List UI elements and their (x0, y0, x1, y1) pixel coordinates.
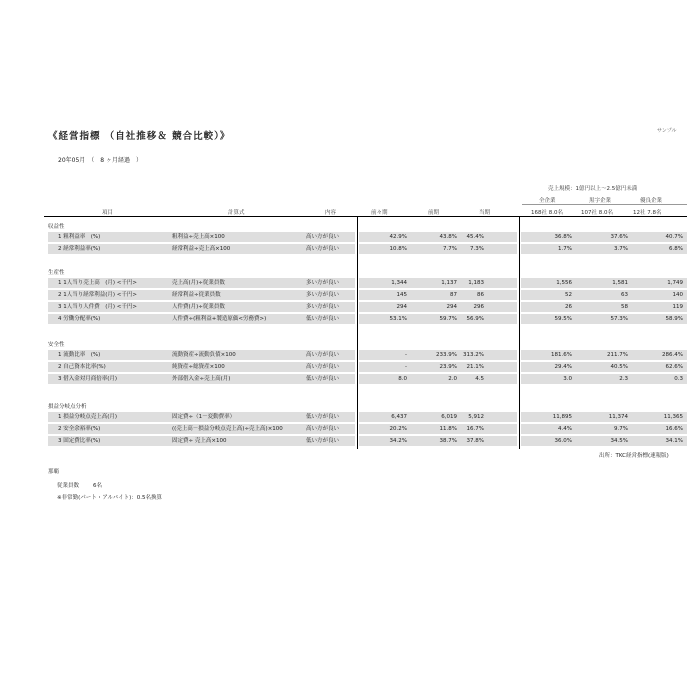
value-cell: 23.9% (439, 364, 457, 370)
header-prev: 前期 (428, 210, 440, 216)
industry-cell: 286.4% (662, 352, 683, 358)
value-cell: 296 (473, 304, 484, 310)
value-cell: 21.1% (466, 364, 484, 370)
value-cell: 16.7% (466, 426, 484, 432)
row-item: 2 自己資本比率(%) (58, 364, 106, 370)
sample-label: サンプル (657, 128, 677, 134)
header-rule (44, 216, 687, 217)
employees-value: 6名 (93, 483, 102, 489)
value-cell: 7.7% (443, 246, 457, 252)
value-cell: 45.4% (466, 234, 484, 240)
row-item: 1 粗利益率 (%) (58, 234, 101, 240)
industry-cell: 52 (565, 292, 572, 298)
row-item: 2 安全余裕率(%) (58, 426, 101, 432)
value-cell: 4.5 (475, 376, 484, 382)
header-formula: 計算式 (228, 210, 245, 216)
industry-cell: 58 (621, 304, 628, 310)
row-content: 多い方が良い (306, 304, 340, 310)
value-cell: 6,019 (441, 414, 457, 420)
industry-divider (522, 204, 687, 205)
section-title: 損益分岐点分析 (48, 404, 87, 410)
value-cell: 7.3% (470, 246, 484, 252)
industry-cell: 140 (672, 292, 683, 298)
value-cell: - (405, 364, 407, 370)
page-title: 《経営指標 （自社推移＆ 競合比較）》 (48, 131, 231, 142)
row-item: 2 1人当り経常利益(月) <千円> (58, 292, 138, 298)
row-item: 3 借入金対月商倍率(月) (58, 376, 118, 382)
row-formula: 人件費÷(粗利益+製造原価<労務費>) (172, 316, 267, 322)
value-cell: 37.8% (466, 438, 484, 444)
industry-cell: 119 (672, 304, 683, 310)
row-content: 高い方が良い (306, 364, 340, 370)
row-content: 高い方が良い (306, 352, 340, 358)
value-cell: 294 (396, 304, 407, 310)
industry-cell: 181.6% (551, 352, 572, 358)
value-cell: 11.8% (439, 426, 457, 432)
row-content: 低い方が良い (306, 376, 340, 382)
row-formula: 経常利益÷従業員数 (172, 292, 221, 298)
header-content: 内容 (325, 210, 337, 216)
value-cell: - (405, 352, 407, 358)
header-item: 項目 (102, 210, 114, 216)
value-cell: 86 (477, 292, 484, 298)
value-cell: 294 (446, 304, 457, 310)
row-item: 1 1人当り売上高 (月) <千円> (58, 280, 138, 286)
row-formula: 流動資産÷流動負債×100 (172, 352, 236, 358)
industry-cell: 211.7% (607, 352, 628, 358)
industry-cell: 1.7% (558, 246, 572, 252)
row-item: 3 1人当り人件費 (月) <千円> (58, 304, 138, 310)
value-cell: 233.9% (436, 352, 457, 358)
row-content: 低い方が良い (306, 438, 340, 444)
value-cell: 313.2% (463, 352, 484, 358)
row-content: 低い方が良い (306, 414, 340, 420)
value-cell: 6,437 (391, 414, 407, 420)
value-cell: 34.2% (389, 438, 407, 444)
industry-cell: 11,365 (663, 414, 683, 420)
industry-count-profit: 107社 8.0名 (581, 210, 613, 216)
value-cell: 10.8% (389, 246, 407, 252)
header-current: 当期 (479, 210, 491, 216)
section-title: 安全性 (48, 342, 65, 348)
industry-cell: 1,581 (612, 280, 628, 286)
value-cell: 38.7% (439, 438, 457, 444)
value-cell: 53.1% (389, 316, 407, 322)
industry-cell: 3.7% (614, 246, 628, 252)
industry-cell: 11,374 (608, 414, 628, 420)
row-content: 高い方が良い (306, 234, 340, 240)
industry-cell: 6.8% (669, 246, 683, 252)
value-cell: 59.7% (439, 316, 457, 322)
part-time-note: ※非常勤(パート・アルバイト)：0.5名換算 (57, 495, 163, 501)
industry-cell: 37.6% (610, 234, 628, 240)
header-prev2: 前々期 (371, 210, 388, 216)
industry-range-label: 売上規模：1億円以上～2.5億円未満 (548, 186, 638, 192)
industry-cell: 11,895 (552, 414, 572, 420)
date-label: 20年05月 （ 8 ヶ月経過 ） (58, 157, 142, 164)
row-formula: 外部借入金÷売上高(月) (172, 376, 231, 382)
row-item: 1 損益分岐点売上高(月) (58, 414, 118, 420)
industry-group-all: 全企業 (539, 198, 556, 204)
industry-group-excellent: 優良企業 (640, 198, 663, 204)
value-cell: 5,912 (468, 414, 484, 420)
row-formula: 経常利益÷売上高×100 (172, 246, 231, 252)
industry-count-all: 168社 8.0名 (531, 210, 563, 216)
industry-cell: 3.0 (563, 376, 572, 382)
value-cell: 1,344 (391, 280, 407, 286)
value-cell: 87 (450, 292, 457, 298)
row-item: 3 固定費比率(%) (58, 438, 101, 444)
industry-cell: 9.7% (614, 426, 628, 432)
industry-cell: 34.1% (665, 438, 683, 444)
industry-cell: 62.6% (665, 364, 683, 370)
value-cell: 56.9% (466, 316, 484, 322)
industry-cell: 34.5% (610, 438, 628, 444)
row-formula: ((売上高－損益分岐点売上高)÷売上高)×100 (172, 426, 283, 432)
industry-cell: 1,749 (667, 280, 683, 286)
row-formula: 売上高(月)÷従業員数 (172, 280, 225, 286)
row-formula: 人件費(月)÷従業員数 (172, 304, 225, 310)
industry-cell: 29.4% (554, 364, 572, 370)
row-content: 高い方が良い (306, 426, 340, 432)
row-item: 1 流動比率 (%) (58, 352, 101, 358)
industry-cell: 16.6% (665, 426, 683, 432)
value-cell: 42.9% (389, 234, 407, 240)
row-content: 低い方が良い (306, 316, 340, 322)
industry-cell: 40.5% (610, 364, 628, 370)
value-cell: 43.8% (439, 234, 457, 240)
industry-group-profit: 黒字企業 (589, 198, 612, 204)
row-formula: 粗利益÷売上高×100 (172, 234, 225, 240)
industry-cell: 58.9% (665, 316, 683, 322)
value-cell: 1,137 (441, 280, 457, 286)
employees-label: 従業員数 (57, 483, 80, 489)
row-item: 2 経常利益率(%) (58, 246, 101, 252)
value-cell: 1,183 (468, 280, 484, 286)
row-formula: 固定費÷（1－変動費率） (172, 414, 236, 420)
row-content: 多い方が良い (306, 280, 340, 286)
industry-cell: 59.5% (554, 316, 572, 322)
footnote-heading: 那覇 (48, 469, 60, 475)
value-cell: 2.0 (448, 376, 457, 382)
row-item: 4 労働分配率(%) (58, 316, 101, 322)
section-title: 生産性 (48, 270, 65, 276)
industry-cell: 4.4% (558, 426, 572, 432)
value-cell: 20.2% (389, 426, 407, 432)
industry-cell: 0.3 (674, 376, 683, 382)
industry-cell: 40.7% (665, 234, 683, 240)
row-formula: 固定費÷ 売上高×100 (172, 438, 227, 444)
row-content: 多い方が良い (306, 292, 340, 298)
value-cell: 8.0 (398, 376, 407, 382)
industry-cell: 1,556 (556, 280, 572, 286)
row-formula: 純資産÷総資産×100 (172, 364, 225, 370)
section-title: 収益性 (48, 224, 65, 230)
industry-cell: 57.3% (610, 316, 628, 322)
industry-cell: 36.0% (554, 438, 572, 444)
industry-cell: 26 (565, 304, 572, 310)
row-content: 高い方が良い (306, 246, 340, 252)
industry-count-excellent: 12社 7.8名 (633, 210, 662, 216)
industry-cell: 36.8% (554, 234, 572, 240)
source-note: 出所：TKC経営指標(速報版) (599, 453, 669, 459)
industry-cell: 2.3 (619, 376, 628, 382)
value-cell: 145 (396, 292, 407, 298)
industry-cell: 63 (621, 292, 628, 298)
